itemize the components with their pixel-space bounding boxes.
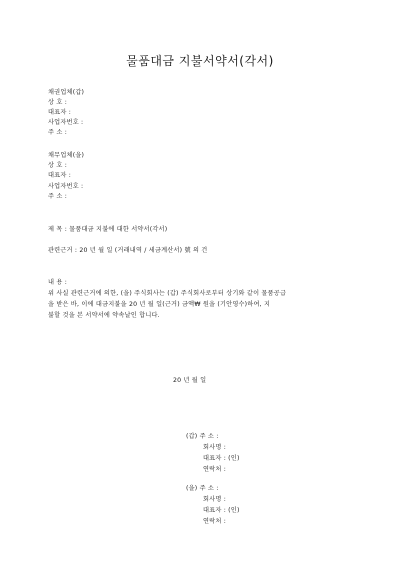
creditor-address-line: 주 소 :	[48, 129, 67, 136]
sign-gap-address: (갑) 주 소 :	[186, 433, 219, 440]
sign-eul-company: 회사명 :	[203, 496, 226, 503]
debtor-heading: 채무업체(을)	[48, 152, 85, 159]
sign-gap-rep: 대표자 : (인)	[203, 455, 240, 462]
creditor-bizno-line: 사업자번호 :	[48, 119, 84, 126]
sign-eul-contact: 연락처 :	[203, 518, 226, 525]
content-heading: 내 용 :	[48, 279, 67, 286]
sign-gap-company: 회사명 :	[203, 444, 226, 451]
debtor-bizno-line: 사업자번호 :	[48, 183, 84, 190]
subject-line: 제 목 : 물품대금 지불에 대한 서약서(각서)	[48, 226, 168, 233]
sign-gap-contact: 연락처 :	[203, 466, 226, 473]
sign-eul-rep: 대표자 : (인)	[203, 507, 240, 514]
debtor-address-line: 주 소 :	[48, 193, 67, 200]
basis-line: 관련근거 : 20 년 월 일 (거래내역 / 세금계산서) 號 의 건	[48, 247, 208, 254]
content-line-1: 위 사실 관련근거에 의한, (을) 주식회사는 (갑) 주식회사로부터 상기와 같이 물품공급	[48, 290, 287, 297]
debtor-name-line: 상 호 :	[48, 162, 67, 169]
document-title: 물품대금 지불서약서(각서)	[126, 54, 274, 68]
creditor-name-line: 상 호 :	[48, 99, 67, 106]
sign-eul-address: (을) 주 소 :	[186, 485, 219, 492]
content-line-2: 을 받은 바, 이에 대금지불을 20 년 월 일(근거) 금액₩ 원을 (기안영수)하여, 지	[48, 301, 271, 308]
debtor-rep-line: 대표자 :	[48, 172, 71, 179]
creditor-rep-line: 대표자 :	[48, 109, 71, 116]
creditor-heading: 채권업체(갑)	[48, 89, 85, 96]
content-line-3: 불할 것을 본 서약서에 약속날인 합니다.	[48, 312, 160, 319]
date-line: 20 년 월 일	[173, 377, 207, 384]
